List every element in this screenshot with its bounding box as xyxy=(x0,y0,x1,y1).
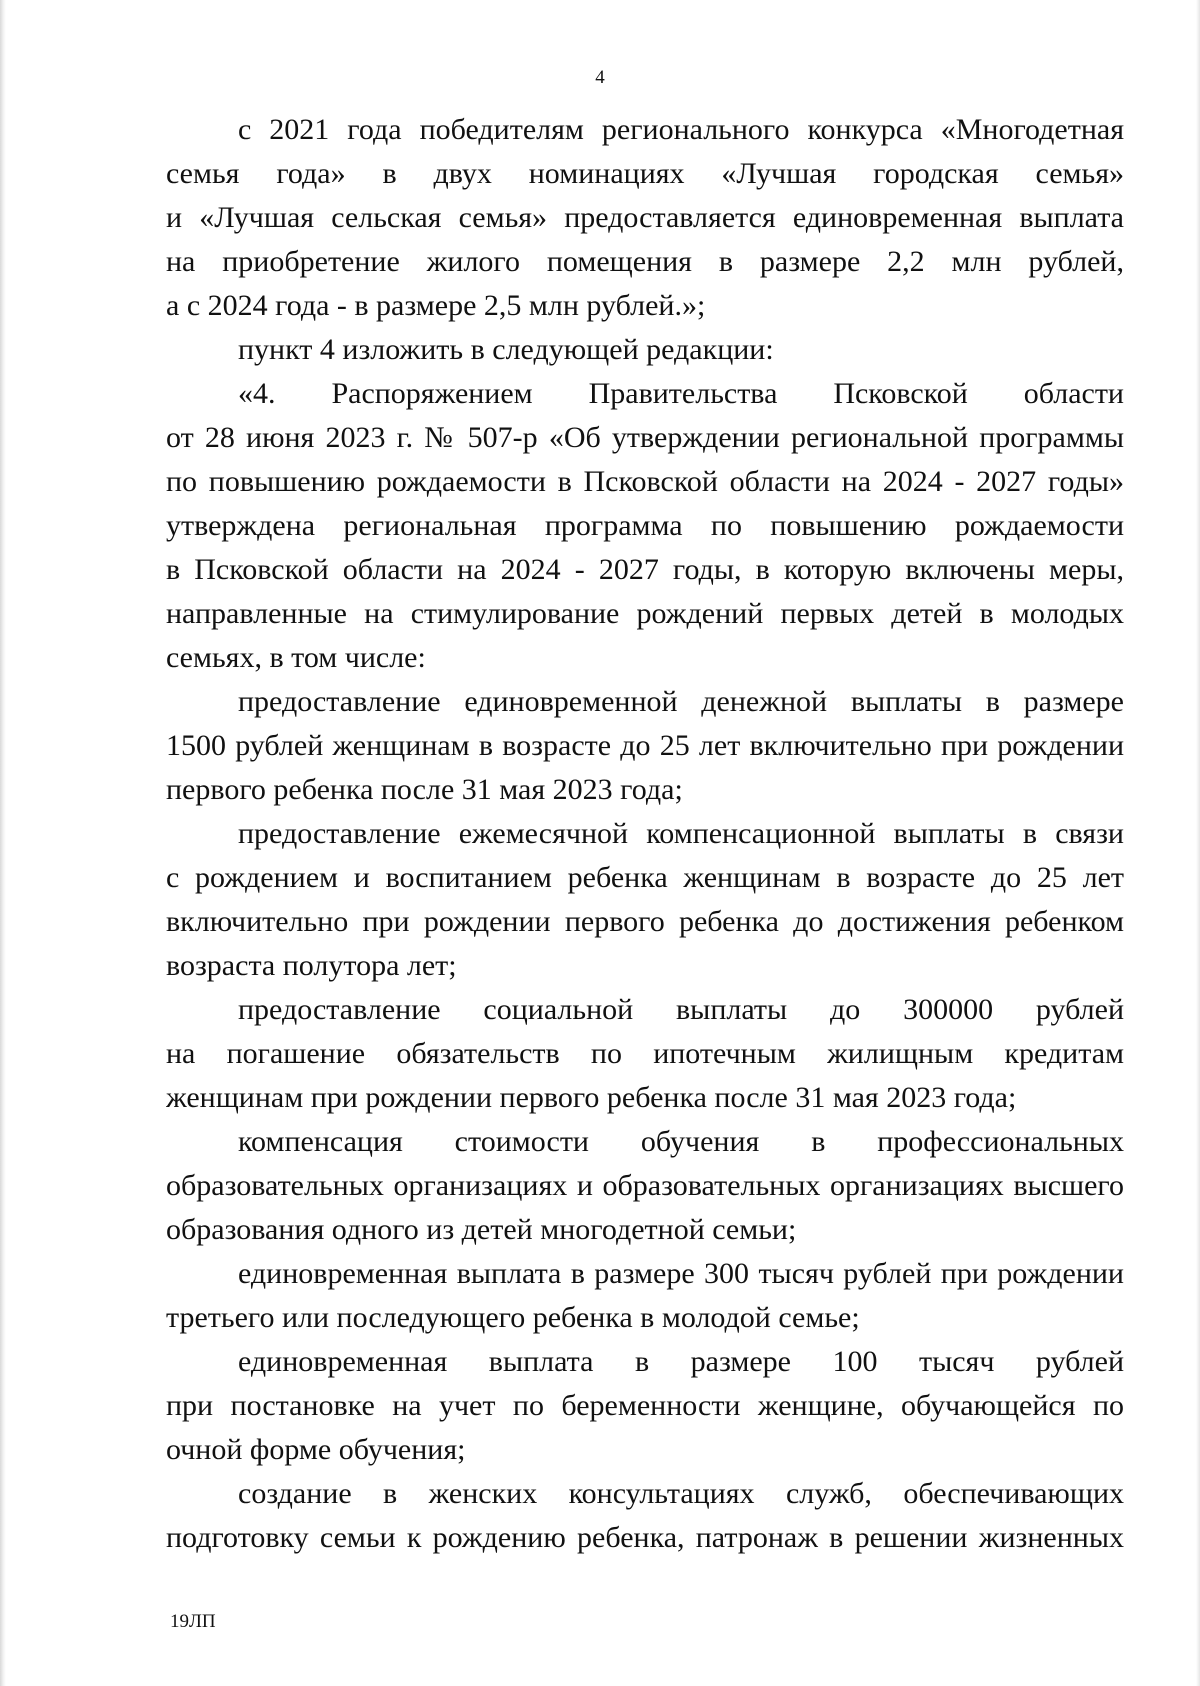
document-body xyxy=(166,108,1124,1560)
text-line: от 28 июня 2023 г. № 507-р «Об утверждении региональной программы xyxy=(166,421,1124,454)
text-line: по повышению рождаемости в Псковской области на 2024 - 2027 годы» xyxy=(166,465,1124,498)
scan-edge-right xyxy=(1196,0,1200,1686)
text-line: возраста полутора лет; xyxy=(166,949,457,982)
text-line: единовременная выплата в размере 300 тысяч рублей при рождении xyxy=(238,1257,1124,1290)
text-line: «4. Распоряжением Правительства Псковской области xyxy=(238,377,1124,410)
text-line: семьях, в том числе: xyxy=(166,641,426,674)
text-line: а с 2024 года - в размере 2,5 млн рублей.»; xyxy=(166,289,706,322)
scan-edge-left xyxy=(0,0,6,1686)
text-line: единовременная выплата в размере 100 тысяч рублей xyxy=(238,1345,1124,1378)
text-line: на приобретение жилого помещения в размере 2,2 млн рублей, xyxy=(166,245,1124,278)
document-footer-code: 19ЛП xyxy=(170,1611,216,1632)
text-line: подготовку семьи к рождению ребенка, патронаж в решении жизненных xyxy=(166,1521,1124,1554)
text-line: предоставление единовременной денежной выплаты в размере xyxy=(238,685,1124,718)
text-line: направленные на стимулирование рождений первых детей в молодых xyxy=(166,597,1124,630)
text-line: семья года» в двух номинациях «Лучшая городская семья» xyxy=(166,157,1124,190)
text-line: с 2021 года победителям регионального конкурса «Многодетная xyxy=(238,113,1124,146)
text-line: утверждена региональная программа по повышению рождаемости xyxy=(166,509,1124,542)
text-line: с рождением и воспитанием ребенка женщинам в возрасте до 25 лет xyxy=(166,861,1124,894)
text-line: создание в женских консультациях служб, обеспечивающих xyxy=(238,1477,1124,1510)
text-line: образовательных организациях и образовательных организациях высшего xyxy=(166,1169,1124,1202)
text-line: при постановке на учет по беременности женщине, обучающейся по xyxy=(166,1389,1124,1422)
page-number: 4 xyxy=(595,67,605,88)
text-line: образования одного из детей многодетной семьи; xyxy=(166,1213,797,1246)
text-line: женщинам при рождении первого ребенка после 31 мая 2023 года; xyxy=(166,1081,1017,1114)
text-line: третьего или последующего ребенка в молодой семье; xyxy=(166,1301,860,1334)
text-line: включительно при рождении первого ребенка до достижения ребенком xyxy=(166,905,1124,938)
text-line: первого ребенка после 31 мая 2023 года; xyxy=(166,773,683,806)
text-line: в Псковской области на 2024 - 2027 годы, в которую включены меры, xyxy=(166,553,1124,586)
text-line: пункт 4 изложить в следующей редакции: xyxy=(238,333,774,366)
text-line: и «Лучшая сельская семья» предоставляется единовременная выплата xyxy=(166,201,1124,234)
text-line: компенсация стоимости обучения в профессиональных xyxy=(238,1125,1124,1158)
text-line: 1500 рублей женщинам в возрасте до 25 лет включительно при рождении xyxy=(166,729,1124,762)
text-line: очной форме обучения; xyxy=(166,1433,466,1466)
text-line: предоставление социальной выплаты до 300000 рублей xyxy=(238,993,1124,1026)
text-line: предоставление ежемесячной компенсационной выплаты в связи xyxy=(238,817,1124,850)
text-line: на погашение обязательств по ипотечным жилищным кредитам xyxy=(166,1037,1124,1070)
